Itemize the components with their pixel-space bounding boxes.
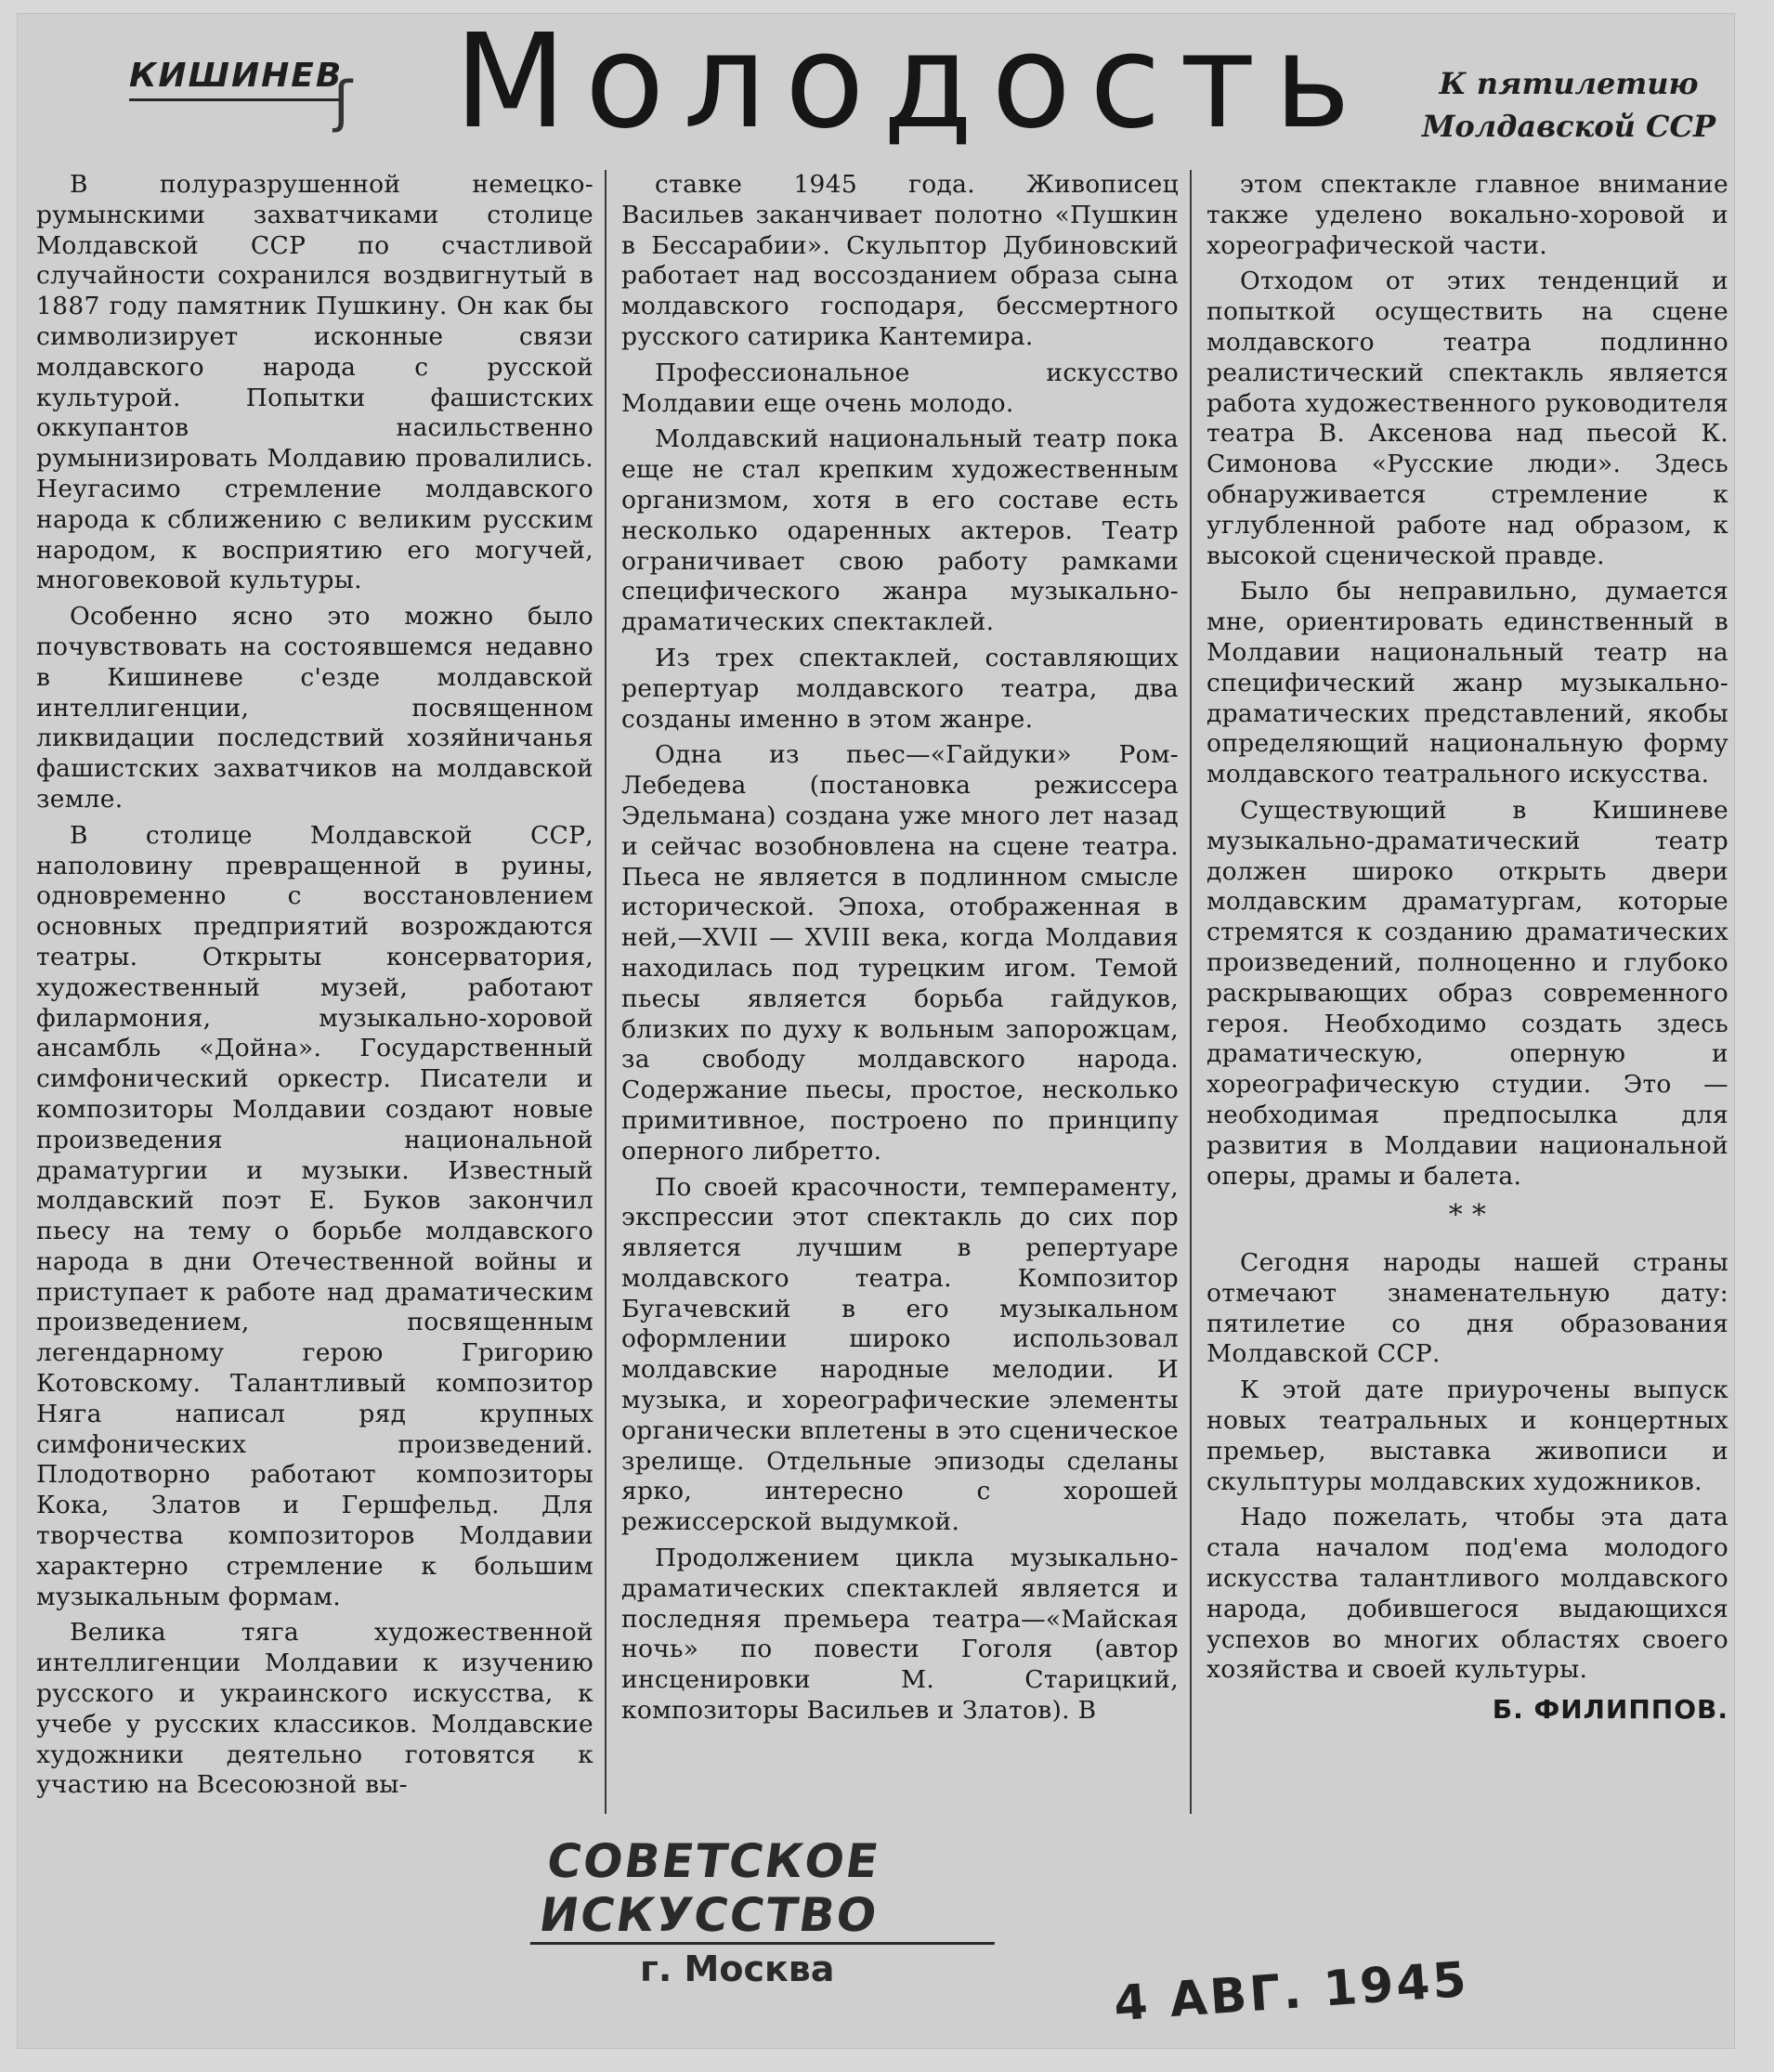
paragraph: Из трех спектаклей, составляющих репертуар молдавского театра, два созданы именно в этом жанре.: [621, 643, 1179, 734]
paragraph: Надо пожелать, чтобы эта дата стала началом под'ема молодого искусства талантливого молдавского народа, добившегося выдающихся успехов во многих областях своего хозяйства и своей культуры.: [1207, 1503, 1728, 1685]
column-3: [1207, 170, 1728, 1726]
column-2: [621, 170, 1179, 1732]
paragraph: Существующий в Кишиневе музыкально-драматический театр должен широко открыть двери молдавским драматургам, которые стремятся к созданию драматических произведений, полноценно и глубоко раскрывающих образ современного героя. Необходимо создать здесь драматическую, оперную и хореографическую студии. Это — необходимая предпосылка для развития в Молдавии национальной оперы, драмы и балета.: [1207, 795, 1728, 1191]
paragraph: Профессиональное искусство Молдавии еще очень молодо.: [621, 358, 1179, 418]
paragraph: Отходом от этих тенденций и попыткой осуществить на сцене молдавского театра подлинно реалистический спектакль является работа художественного руководителя театра В. Аксенова над пьесой К. Симонова «Русские люди». Здесь обнаруживается стремление к углубленной работе над образом, к высокой сценической правде.: [1207, 267, 1728, 570]
paragraph: К этой дате приурочены выпуск новых театральных и концертных премьер, выставка живописи и скульптуры молдавских художников.: [1207, 1375, 1728, 1496]
paragraph: Одна из пьес—«Гайдуки» Ром-Лебедева (постановка режиссера Эдельмана) создана уже много лет назад и сейчас возобновлена на сцене театра. Пьеса не является в подлинном смысле исторической. Эпоха, отображенная в ней,—XVII — XVIII века, когда Молдавия находилась под турецким игом. Темой пьесы является борьба гайдуков, близких по духу к вольным запорожцам, за свободу молдавского народа. Содержание пьесы, простое, несколько примитивное, построено по принципу оперного либретто.: [621, 740, 1179, 1166]
date-stamp: 4 АВГ. 1945: [1112, 1951, 1471, 2033]
paragraph: Велика тяга художественной интеллигенции Молдавии к изучению русского и украинского искусства, к учебе у русских классиков. Молдавские художники деятельно готовятся к участию на Всесоюзной вы-: [36, 1618, 594, 1800]
paragraph: В столице Молдавской ССР, наполовину превращенной в руины, одновременно с восстановлением основных предприятий возрождаются театры. Открыты консерватория, художественный музей, работают филармония, музыкально-хоровой ансамбль «Дойна». Государственный симфонический оркестр. Писатели и композиторы Молдавии создают новые произведения национальной драматургии и музыки. Известный молдавский поэт Е. Буков закончил пьесу на тему о борьбе молдавского народа в дни Отечественной войны и приступает к работе над драматическим произведением, посвященным легендарному герою Григорию Котовскому. Талантливый композитор Няга написал ряд крупных симфонических произведений. Плодотворно работают композиторы Кока, Златов и Гершфельд. Для творчества композиторов Молдавии характерно стремление к большим музыкальным формам.: [36, 820, 594, 1611]
stamp-city: г. Москва: [640, 1948, 835, 1989]
paragraph: Было бы неправильно, думается мне, ориентировать единственный в Молдавии национальный театр на специфический жанр музыкально-драматических представлений, якобы определяющий национальную форму молдавского театрального искусства.: [1207, 577, 1728, 789]
dateline: КИШИНЕВ: [129, 57, 343, 101]
headline: Молодость: [454, 13, 1370, 158]
publication-stamp: [538, 1834, 1002, 1989]
paragraph: этом спектакле главное внимание также уделено вокально-хоровой и хореографической части.: [1207, 170, 1728, 260]
paragraph: Сегодня народы нашей страны отмечают знаменательную дату: пятилетие со дня образования Молдавской ССР.: [1207, 1248, 1728, 1369]
paragraph: В полуразрушенной немецко-румынскими захватчиками столице Молдавской ССР по счастливой случайности сохранился воздвигнутый в 1887 году памятник Пушкину. Он как бы символизирует исконные связи молдавского народа с русской культурой. Попытки фашистских оккупантов насильственно румынизировать Молдавию провалились. Неугасимо стремление молдавского народа к сближению с великим русским народом, к восприятию его могучей, многовековой культуры.: [36, 170, 594, 595]
paragraph: Молдавский национальный театр пока еще не стал крепким художественным организмом, хотя в его составе есть несколько одаренных актеров. Театр ограничивает свою работу рамками специфического жанра музыкально-драматических спектаклей.: [621, 424, 1179, 637]
rubric-line-1: К пятилетию: [1439, 66, 1699, 101]
asterism-divider: * *: [1448, 1199, 1487, 1232]
column-rule-2: [1190, 170, 1192, 1814]
paragraph: ставке 1945 года. Живописец Васильев заканчивает полотно «Пушкин в Бессарабии». Скульптор Дубиновский работает над воссозданием образа сына молдавского господаря, бессмертного русского сатирика Кантемира.: [621, 170, 1179, 351]
paragraph: Особенно ясно это можно было почувствовать на состоявшемся недавно в Кишиневе с'езде молдавской интеллигенции, посвященном ликвидации последствий хозяйничанья фашистских захватчиков на молдавской земле.: [36, 602, 594, 814]
stamp-publication-name: СОВЕТСКОЕ ИСКУССТВО: [530, 1834, 1011, 1945]
paragraph: По своей красочности, темпераменту, экспрессии этот спектакль до сих пор является лучшим в репертуаре молдавского театра. Композитор Бугачевский в его музыкальном оформлении широко использовал молдавские народные мелодии. И музыка, и хореографические элементы органически вплетены в это сценическое зрелище. Отдельные эпизоды сделаны ярко, интересно с хорошей режиссерской выдумкой.: [621, 1172, 1179, 1537]
paragraph: Продолжением цикла музыкально-драматических спектаклей является и последняя премьера театра—«Майская ночь» по повести Гоголя (автор инсценировки М. Старицкий, композиторы Васильев и Златов). В: [621, 1544, 1179, 1726]
rubric-line-2: Молдавской ССР: [1421, 109, 1716, 144]
pencil-mark: ʃ: [333, 70, 353, 135]
newspaper-clipping: [17, 13, 1735, 2049]
column-1: [36, 170, 594, 1806]
column-rule-1: [605, 170, 607, 1814]
rubric: [1411, 62, 1727, 148]
author-signature: Б. ФИЛИППОВ.: [1492, 1694, 1728, 1726]
